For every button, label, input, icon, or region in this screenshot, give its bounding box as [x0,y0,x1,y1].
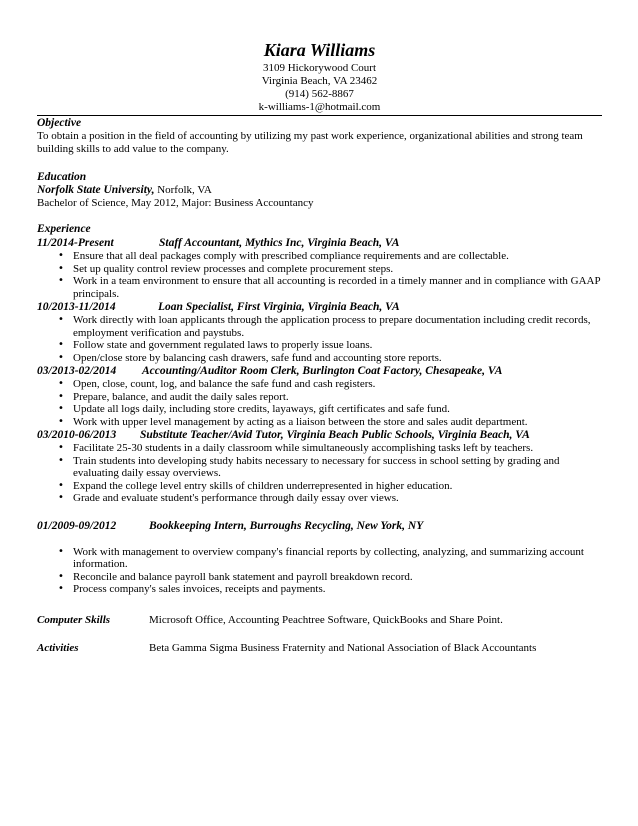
job-date: 03/2010-06/2013 [37,429,117,441]
degree-line: Bachelor of Science, May 2012, Major: Business Accountancy [37,197,314,209]
job-bullets [37,378,602,428]
experience-heading: Experience [37,223,91,235]
education-heading: Education [37,171,87,183]
city-state-zip: Virginia Beach, VA 23462 [261,75,378,87]
job-header [37,428,602,442]
list-item: • Open/close store by balancing cash drawers, safe fund and accounting store reports. [73,352,602,365]
list-item: • Process company's sales invoices, receipts and payments. [73,583,602,596]
job-title: Substitute Teacher/Avid Tutor, Virginia Beach Public Schools, Virginia Beach, VA [140,429,530,441]
job-date: 10/2013-11/2014 [37,301,116,313]
job-title: Loan Specialist, First Virginia, Virginia Beach, VA [158,301,400,313]
list-item: • Prepare, balance, and audit the daily sales report. [73,391,602,404]
email-address: k-williams-1@hotmail.com [258,101,381,113]
candidate-name: Kiara Williams [263,40,376,60]
computer-skills-row [37,614,602,627]
list-item: • Work in a team environment to ensure that all accounting is recorded in a timely manner and in compliance with GAAP principals. [73,275,602,300]
resume-page [37,40,602,655]
job-bullets [37,250,602,300]
activities-row [37,642,602,655]
activities-label: Activities [37,641,79,654]
objective-heading: Objective [37,117,82,129]
list-item: • Set up quality control review processes and complete procurement steps. [73,263,602,276]
job-date: 11/2014-Present [37,237,114,249]
list-item: • Update all logs daily, including store credits, layaways, gift certificates and safe fund. [73,403,602,416]
list-item: • Work directly with loan applicants through the application process to prepare documentation including credit records, employment verification and paystubs. [73,314,602,339]
job-header [37,519,602,533]
list-item: • Follow state and government regulated laws to properly issue loans. [73,339,602,352]
job-bullets [37,546,602,596]
phone-number: (914) 562-8867 [285,88,354,100]
objective-text: To obtain a position in the field of accounting by utilizing my past work experience, organizational abilities and strong team building skills to add value to the company. [37,130,583,155]
job-header [37,364,602,378]
list-item: • Ensure that all deal packages comply with prescribed compliance requirements and are collectable. [73,250,602,263]
list-item: • Open, close, count, log, and balance the safe fund and cash registers. [73,378,602,391]
activities-value: Beta Gamma Sigma Business Fraternity and National Association of Black Accountants [149,641,537,654]
list-item: • Reconcile and balance payroll bank statement and payroll breakdown record. [73,571,602,584]
list-item: • Train students into developing study habits necessary to necessary for success in school setting by grading and evaluating daily essay overviews. [73,455,602,480]
school-location: Norfolk, VA [154,184,212,196]
list-item: • Work with management to overview company's financial reports by collecting, analyzing, and summarizing account information. [73,546,602,571]
job-bullets [37,314,602,364]
job-title: Accounting/Auditor Room Clerk, Burlington Coat Factory, Chesapeake, VA [142,365,503,377]
list-item: • Work with upper level management by acting as a liaison between the store and sales audit department. [73,416,602,429]
list-item: • Grade and evaluate student's performance through daily essay over views. [73,492,602,505]
computer-skills-label: Computer Skills [37,613,111,626]
job-title: Bookkeeping Intern, Burroughs Recycling, New York, NY [149,519,424,532]
school-name: Norfolk State University, [37,184,155,196]
job-date: 01/2009-09/2012 [37,519,117,532]
list-item: • Expand the college level entry skills of children underrepresented in higher education. [73,480,602,493]
job-title: Staff Accountant, Mythics Inc, Virginia Beach, VA [159,237,400,249]
job-date: 03/2013-02/2014 [37,365,117,377]
list-item: • Facilitate 25-30 students in a daily classroom while simultaneously accomplishing tasks left by teachers. [73,442,602,455]
street-address: 3109 Hickorywood Court [262,62,377,74]
computer-skills-value: Microsoft Office, Accounting Peachtree Software, QuickBooks and Share Point. [149,613,503,626]
job-header [37,300,602,314]
education-school-line [37,184,602,197]
job-header [37,236,602,250]
job-bullets [37,442,602,505]
